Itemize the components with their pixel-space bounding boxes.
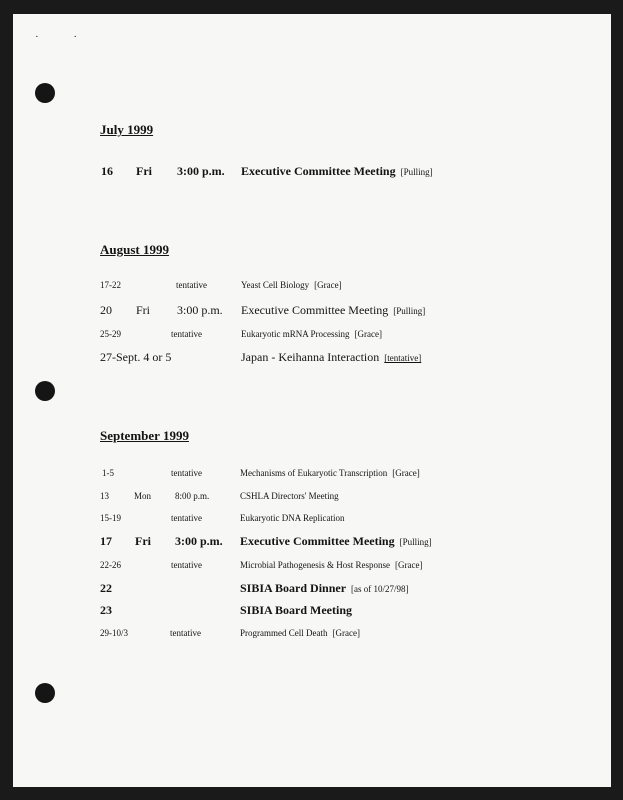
row-date: 22 — [100, 581, 112, 595]
schedule-row — [13, 628, 611, 646]
schedule-row — [13, 581, 611, 599]
row-event: SIBIA Board Dinner — [240, 581, 347, 595]
row-date: 1-5 — [102, 468, 114, 478]
row-event: CSHLA Directors' Meeting — [240, 491, 339, 501]
row-status: tentative — [171, 560, 202, 570]
row-status: tentative — [171, 468, 202, 478]
row-event: Executive Committee Meeting — [241, 303, 389, 317]
row-note: [Grace] — [314, 280, 342, 290]
row-time: 3:00 p.m. — [175, 534, 223, 548]
row-status: tentative — [171, 329, 202, 339]
schedule-row — [13, 560, 611, 578]
row-status: tentative — [176, 280, 207, 290]
row-event: Yeast Cell Biology — [241, 280, 310, 290]
section-heading-july: July 1999 — [100, 122, 154, 137]
document-page — [13, 14, 611, 787]
schedule-row — [13, 603, 611, 621]
row-day: Fri — [135, 534, 151, 548]
row-day: Mon — [134, 491, 152, 501]
row-event: SIBIA Board Meeting — [240, 603, 353, 617]
row-day: Fri — [136, 303, 151, 317]
schedule-row — [13, 350, 611, 368]
row-date: 23 — [100, 603, 112, 617]
row-date: 25-29 — [100, 329, 121, 339]
scan-specks: · · — [35, 31, 94, 43]
punch-hole-bottom — [35, 683, 55, 703]
row-event: Programmed Cell Death — [240, 628, 328, 638]
row-event: Eukaryotic DNA Replication — [240, 513, 345, 523]
row-note: [as of 10/27/98] — [351, 584, 409, 594]
row-note: [Grace] — [354, 329, 382, 339]
row-time: 3:00 p.m. — [177, 164, 225, 178]
schedule-row — [13, 513, 611, 531]
punch-hole-top — [35, 83, 55, 103]
row-time: 3:00 p.m. — [177, 303, 223, 317]
row-status: tentative — [170, 628, 201, 638]
row-date: 17-22 — [100, 280, 121, 290]
row-event: Mechanisms of Eukaryotic Transcription — [240, 468, 388, 478]
row-event: Executive Committee Meeting — [240, 534, 395, 548]
row-time: 8:00 p.m. — [175, 491, 210, 501]
row-date: 27-Sept. 4 or 5 — [100, 350, 172, 364]
row-event: Japan - Keihanna Interaction — [241, 350, 380, 364]
row-note: [Pulling] — [399, 537, 432, 547]
row-date: 29-10/3 — [100, 628, 128, 638]
section-heading-september: September 1999 — [100, 428, 189, 443]
schedule-row — [13, 303, 611, 321]
row-note: [Pulling] — [393, 306, 426, 316]
row-date: 13 — [100, 491, 109, 501]
row-date: 20 — [100, 303, 112, 317]
row-note: [Grace] — [395, 560, 423, 570]
row-event: Executive Committee Meeting — [241, 164, 396, 178]
row-date: 16 — [101, 164, 113, 178]
row-note: [tentative] — [384, 353, 422, 363]
row-date: 17 — [100, 534, 112, 548]
punch-hole-middle — [35, 381, 55, 401]
schedule-row — [13, 534, 611, 552]
section-heading-august: August 1999 — [100, 242, 169, 257]
row-note: [Pulling] — [400, 167, 433, 177]
row-note: [Grace] — [392, 468, 420, 478]
schedule-row — [13, 164, 611, 182]
row-status: tentative — [171, 513, 202, 523]
schedule-row — [13, 329, 611, 347]
row-event: Eukaryotic mRNA Processing — [241, 329, 350, 339]
schedule-row — [13, 468, 611, 486]
row-date: 15-19 — [100, 513, 121, 523]
row-event: Microbial Pathogenesis & Host Response — [240, 560, 390, 570]
row-day: Fri — [136, 164, 152, 178]
schedule-row — [13, 280, 611, 298]
schedule-row — [13, 491, 611, 509]
row-date: 22-26 — [100, 560, 121, 570]
row-note: [Grace] — [332, 628, 360, 638]
